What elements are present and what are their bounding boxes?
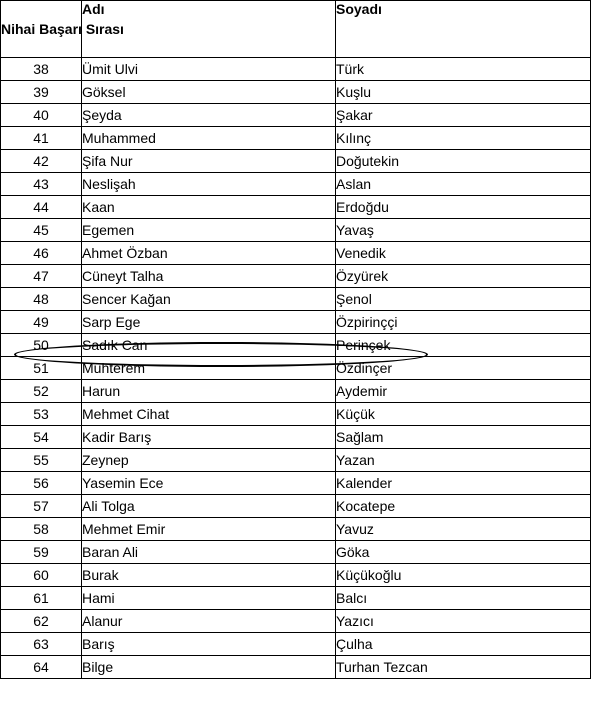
name-cell: Yasemin Ece bbox=[82, 472, 336, 495]
name-cell: Barış bbox=[82, 633, 336, 656]
rank-cell: 40 bbox=[1, 104, 82, 127]
name-cell: Kaan bbox=[82, 196, 336, 219]
rank-cell: 56 bbox=[1, 472, 82, 495]
table-row bbox=[1, 495, 591, 518]
table-row bbox=[1, 219, 591, 242]
surname-cell: Yazıcı bbox=[336, 610, 591, 633]
surname-cell: Balcı bbox=[336, 587, 591, 610]
name-cell: Ahmet Özban bbox=[82, 242, 336, 265]
name-cell: Mehmet Cihat bbox=[82, 403, 336, 426]
name-cell: Muhammed bbox=[82, 127, 336, 150]
table-row bbox=[1, 196, 591, 219]
surname-cell: Yavuz bbox=[336, 518, 591, 541]
table-row bbox=[1, 518, 591, 541]
rank-cell: 60 bbox=[1, 564, 82, 587]
name-cell: Ali Tolga bbox=[82, 495, 336, 518]
surname-cell: Özdinçer bbox=[336, 357, 591, 380]
rank-cell: 50 bbox=[1, 334, 82, 357]
table-row bbox=[1, 81, 591, 104]
table-row bbox=[1, 656, 591, 679]
surname-cell: Venedik bbox=[336, 242, 591, 265]
surname-cell: Şakar bbox=[336, 104, 591, 127]
name-cell: Sencer Kağan bbox=[82, 288, 336, 311]
surname-cell: Küçük bbox=[336, 403, 591, 426]
table-row bbox=[1, 633, 591, 656]
surname-cell: Küçükoğlu bbox=[336, 564, 591, 587]
name-cell: Cüneyt Talha bbox=[82, 265, 336, 288]
rank-cell: 45 bbox=[1, 219, 82, 242]
rank-cell: 59 bbox=[1, 541, 82, 564]
surname-cell: Aslan bbox=[336, 173, 591, 196]
table-row bbox=[1, 380, 591, 403]
rank-cell: 55 bbox=[1, 449, 82, 472]
surname-cell: Şenol bbox=[336, 288, 591, 311]
name-cell: Kadir Barış bbox=[82, 426, 336, 449]
surname-cell: Perinçek bbox=[336, 334, 591, 357]
surname-cell: Göka bbox=[336, 541, 591, 564]
table-row bbox=[1, 127, 591, 150]
name-cell: Muhterem bbox=[82, 357, 336, 380]
name-cell: Sarp Ege bbox=[82, 311, 336, 334]
table-header-row bbox=[1, 1, 591, 58]
rank-cell: 58 bbox=[1, 518, 82, 541]
name-cell: Neslişah bbox=[82, 173, 336, 196]
rank-cell: 41 bbox=[1, 127, 82, 150]
table-row bbox=[1, 242, 591, 265]
surname-cell: Doğutekin bbox=[336, 150, 591, 173]
rank-cell: 42 bbox=[1, 150, 82, 173]
rank-cell: 48 bbox=[1, 288, 82, 311]
table-row bbox=[1, 104, 591, 127]
surname-cell: Türk bbox=[336, 58, 591, 81]
surname-cell: Aydemir bbox=[336, 380, 591, 403]
surname-cell: Kuşlu bbox=[336, 81, 591, 104]
surname-cell: Yazan bbox=[336, 449, 591, 472]
surname-cell: Özyürek bbox=[336, 265, 591, 288]
name-cell: Alanur bbox=[82, 610, 336, 633]
name-cell: Harun bbox=[82, 380, 336, 403]
header-name: Adı bbox=[82, 1, 336, 58]
name-cell: Bilge bbox=[82, 656, 336, 679]
table-row bbox=[1, 541, 591, 564]
table-row bbox=[1, 472, 591, 495]
rank-cell: 39 bbox=[1, 81, 82, 104]
table-row bbox=[1, 288, 591, 311]
table-row bbox=[1, 587, 591, 610]
name-cell: Şifa Nur bbox=[82, 150, 336, 173]
rank-cell: 43 bbox=[1, 173, 82, 196]
surname-cell: Özpirinççi bbox=[336, 311, 591, 334]
surname-cell: Turhan Tezcan bbox=[336, 656, 591, 679]
rank-cell: 49 bbox=[1, 311, 82, 334]
name-cell: Şeyda bbox=[82, 104, 336, 127]
rank-cell: 38 bbox=[1, 58, 82, 81]
name-cell: Hami bbox=[82, 587, 336, 610]
table-row bbox=[1, 311, 591, 334]
table-body bbox=[1, 58, 591, 679]
header-surname: Soyadı bbox=[336, 1, 591, 58]
surname-cell: Erdoğdu bbox=[336, 196, 591, 219]
table-row bbox=[1, 265, 591, 288]
surname-cell: Çulha bbox=[336, 633, 591, 656]
rank-cell: 64 bbox=[1, 656, 82, 679]
table-row bbox=[1, 610, 591, 633]
name-cell: Burak bbox=[82, 564, 336, 587]
table-row bbox=[1, 357, 591, 380]
rank-cell: 62 bbox=[1, 610, 82, 633]
rank-cell: 53 bbox=[1, 403, 82, 426]
surname-cell: Kocatepe bbox=[336, 495, 591, 518]
surname-cell: Kılınç bbox=[336, 127, 591, 150]
name-cell: Zeynep bbox=[82, 449, 336, 472]
table-row bbox=[1, 150, 591, 173]
table-row bbox=[1, 173, 591, 196]
table-row bbox=[1, 564, 591, 587]
rank-cell: 61 bbox=[1, 587, 82, 610]
rank-cell: 46 bbox=[1, 242, 82, 265]
name-cell: Ümit Ulvi bbox=[82, 58, 336, 81]
name-cell: Mehmet Emir bbox=[82, 518, 336, 541]
rank-cell: 44 bbox=[1, 196, 82, 219]
name-cell: Göksel bbox=[82, 81, 336, 104]
rank-cell: 63 bbox=[1, 633, 82, 656]
surname-cell: Yavaş bbox=[336, 219, 591, 242]
table-row bbox=[1, 403, 591, 426]
header-rank: Nihai Başarı Sırası bbox=[1, 1, 82, 58]
table-row bbox=[1, 449, 591, 472]
table-row bbox=[1, 58, 591, 81]
name-cell: Egemen bbox=[82, 219, 336, 242]
name-cell: Baran Ali bbox=[82, 541, 336, 564]
rank-cell: 47 bbox=[1, 265, 82, 288]
surname-cell: Kalender bbox=[336, 472, 591, 495]
name-cell: Sadık Can bbox=[82, 334, 336, 357]
surname-cell: Sağlam bbox=[336, 426, 591, 449]
rank-cell: 52 bbox=[1, 380, 82, 403]
table-row-highlighted bbox=[1, 334, 591, 357]
rank-cell: 51 bbox=[1, 357, 82, 380]
rank-cell: 57 bbox=[1, 495, 82, 518]
table-row bbox=[1, 426, 591, 449]
rank-cell: 54 bbox=[1, 426, 82, 449]
